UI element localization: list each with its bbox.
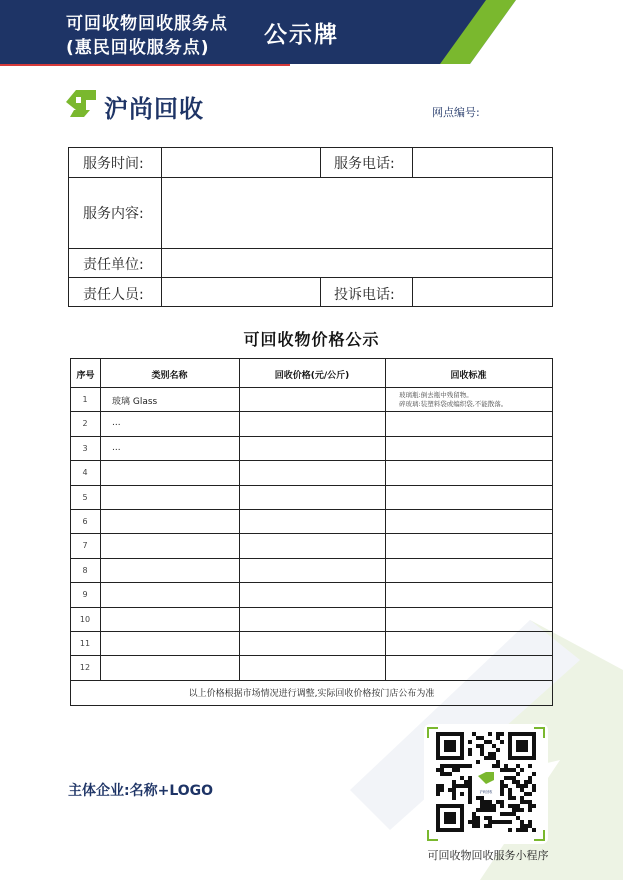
qr-center-text: 沪尚回收 bbox=[479, 790, 493, 795]
price-row-divider bbox=[71, 436, 552, 437]
info-row-divider bbox=[69, 177, 552, 178]
brand-name: 沪尚回收 bbox=[104, 95, 204, 123]
service-phone-label: 服务电话: bbox=[334, 156, 395, 172]
complaint-phone-label: 投诉电话: bbox=[334, 287, 395, 303]
row-number: 3 bbox=[82, 443, 88, 453]
row-number: 8 bbox=[82, 565, 88, 575]
category-name: ... bbox=[112, 418, 121, 429]
price-row-divider bbox=[71, 387, 552, 388]
info-col-divider bbox=[320, 148, 321, 177]
info-row-divider bbox=[69, 277, 552, 278]
price-row-divider bbox=[71, 558, 552, 559]
company-label: 主体企业:名称+LOGO bbox=[68, 783, 214, 799]
responsible-unit-label: 责任单位: bbox=[83, 257, 144, 273]
price-header-4: 回收标准 bbox=[450, 371, 487, 381]
header-title: 公示牌 bbox=[264, 22, 339, 48]
info-col-divider bbox=[320, 277, 321, 307]
price-row-divider bbox=[71, 655, 552, 656]
price-row-divider bbox=[71, 411, 552, 412]
row-number: 6 bbox=[82, 517, 88, 526]
row-number: 1 bbox=[82, 395, 88, 404]
info-col-divider bbox=[412, 148, 413, 177]
price-table-title: 可回收物价格公示 bbox=[243, 330, 380, 349]
info-col-divider bbox=[161, 148, 162, 307]
recycling-standard-2: 碎玻璃:装塑料袋或编织袋,不能散落。 bbox=[399, 400, 508, 408]
info-col-divider bbox=[412, 277, 413, 307]
service-time-label: 服务时间: bbox=[83, 156, 144, 172]
brand-logo-icon bbox=[64, 88, 98, 118]
recycling-standard-1: 玻璃瓶:倒去瓶中残留物。 bbox=[399, 391, 473, 399]
row-number: 9 bbox=[82, 590, 88, 600]
qr-code-label: 可回收物回收服务小程序 bbox=[427, 849, 549, 862]
qr-code-panel bbox=[424, 724, 548, 844]
price-header-3: 回收价格(元/公斤) bbox=[274, 371, 350, 381]
price-header-1: 序号 bbox=[76, 371, 95, 381]
price-row-divider bbox=[71, 631, 552, 632]
price-row-divider bbox=[71, 680, 552, 681]
price-row-divider bbox=[71, 533, 552, 534]
price-table bbox=[70, 358, 553, 706]
row-number: 5 bbox=[82, 492, 88, 502]
row-number: 4 bbox=[82, 468, 88, 478]
price-table-note: 以上价格根据市场情况进行调整,实际回收价格按门店公布为准 bbox=[188, 689, 435, 699]
price-row-divider bbox=[71, 607, 552, 608]
row-number: 7 bbox=[82, 541, 88, 551]
category-name: 玻璃 Glass bbox=[112, 397, 158, 407]
row-number: 10 bbox=[79, 614, 91, 624]
row-number: 2 bbox=[82, 419, 88, 429]
price-header-2: 类别名称 bbox=[151, 371, 188, 381]
info-table bbox=[68, 147, 553, 307]
header-red-rule bbox=[0, 64, 290, 66]
category-name: ... bbox=[112, 442, 121, 453]
price-col-divider bbox=[100, 359, 101, 680]
header-line1: 可回收物回收服务点 bbox=[66, 14, 228, 34]
price-row-divider bbox=[71, 485, 552, 486]
header-line2: (惠民回收服务点) bbox=[66, 38, 210, 58]
price-row-divider bbox=[71, 582, 552, 583]
responsible-person-label: 责任人员: bbox=[83, 287, 144, 303]
network-id-label: 网点编号: bbox=[432, 106, 480, 119]
qr-code-icon bbox=[424, 724, 548, 844]
price-col-divider bbox=[239, 359, 240, 680]
row-number: 12 bbox=[79, 663, 91, 673]
price-row-divider bbox=[71, 460, 552, 461]
row-number: 11 bbox=[79, 639, 91, 648]
service-content-label: 服务内容: bbox=[83, 206, 144, 222]
price-row-divider bbox=[71, 509, 552, 510]
price-col-divider bbox=[385, 359, 386, 680]
info-row-divider bbox=[69, 248, 552, 249]
